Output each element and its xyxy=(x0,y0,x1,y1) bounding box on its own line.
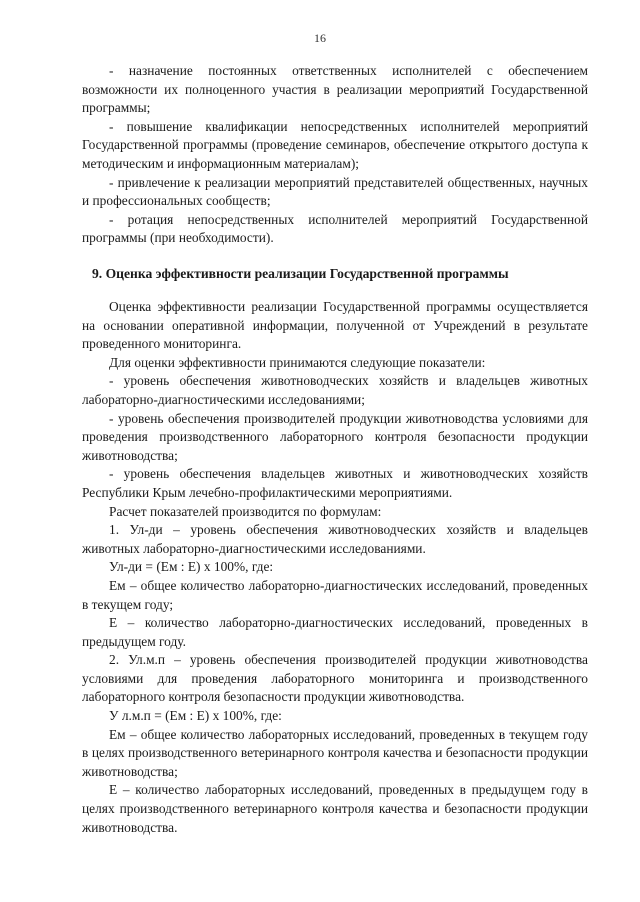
bullet-item: - ротация непосредственных исполнителей мероприятий Государственной программы (при необходимости). xyxy=(82,211,588,246)
formula1-definition: 1. Ул-ди – уровень обеспечения животноводческих хозяйств и владельцев животных лабораторно-диагностическими исследованиями. xyxy=(82,522,588,556)
bullet-item: - привлечение к реализации мероприятий представителей общественных, научных и профессиональных сообществ; xyxy=(82,174,588,209)
indicator-item: - уровень обеспечения владельцев животных и животноводческих хозяйств Республики Крым лечебно-профилактическими мероприятиями. xyxy=(82,466,588,500)
formula2-equation: У л.м.п = (Ем : Е) х 100%, где: xyxy=(109,708,282,724)
formula2-definition: 2. Ул.м.п – уровень обеспечения производителей продукции животноводства условиями для проведения лабораторного мониторинга и производственного лабораторного контроля безопасности продукции животноводства. xyxy=(82,652,588,705)
intro-paragraph: Оценка эффективности реализации Государственной программы осуществляется на основании оперативной информации, полученной от Учреждений в результате проведенного мониторинга. xyxy=(82,299,588,352)
formula2-e-definition: Е – количество лабораторных исследований, проведенных в предыдущем году в целях производственного ветеринарного контроля качества и безопасности продукции животноводства. xyxy=(82,782,588,835)
formula1-e-definition: Е – количество лабораторно-диагностических исследований, проведенных в предыдущем году. xyxy=(82,615,588,649)
calc-intro: Расчет показателей производится по формулам: xyxy=(109,503,382,519)
page-number: 16 xyxy=(314,31,326,45)
section-body xyxy=(82,294,588,837)
indicators-intro: Для оценки эффективности принимаются следующие показатели: xyxy=(109,354,486,370)
indicator-item: - уровень обеспечения производителей продукции животноводства условиями для проведения производственного лабораторного контроля безопасности продукции животноводства; xyxy=(82,410,588,463)
bullet-item: - повышение квалификации непосредственных исполнителей мероприятий Государственной программы (проведение семинаров, обеспечение открытого доступа к методическим и информационным материалам); xyxy=(82,118,588,171)
section-heading: 9. Оценка эффективности реализации Государственной программы xyxy=(92,266,509,281)
indicator-item: - уровень обеспечения животноводческих хозяйств и владельцев животных лабораторно-диагностическими исследованиями; xyxy=(82,373,588,407)
formula2-em-definition: Ем – общее количество лабораторных исследований, проведенных в текущем году в целях производственного ветеринарного контроля качества и безопасности продукции животноводства; xyxy=(82,726,588,779)
formula1-equation: Ул-ди = (Ем : Е) х 100%, где: xyxy=(109,559,274,575)
formula1-em-definition: Ем – общее количество лабораторно-диагностических исследований, проведенных в текущем году; xyxy=(82,577,588,612)
bullet-list-top xyxy=(82,62,588,248)
bullet-item: - назначение постоянных ответственных исполнителей с обеспечением возможности их полноценного участия в реализации мероприятий Государственной программы; xyxy=(82,63,588,116)
